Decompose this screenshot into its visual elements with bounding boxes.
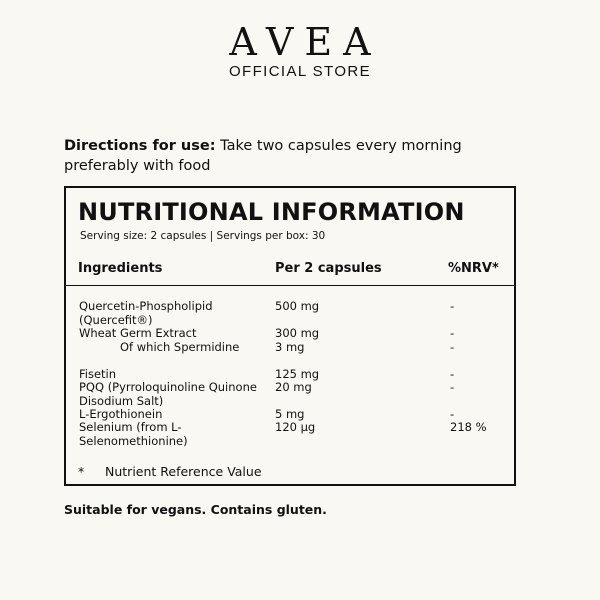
panel-title: NUTRITIONAL INFORMATION [78, 198, 465, 226]
ingredient-name: PQQ (Pyrroloquinoline Quinone Disodium Salt) [79, 380, 257, 408]
ingredient-nrv: 218 % [450, 420, 487, 434]
footnote-text: Nutrient Reference Value [105, 464, 262, 479]
ingredient-nrv: - [450, 367, 455, 381]
ingredient-nrv: - [450, 340, 455, 354]
ingredient-amount: 125 mg [275, 367, 320, 381]
ingredient-amount: 20 mg [275, 380, 312, 394]
ingredient-name: L-Ergothionein [79, 407, 163, 421]
column-header-ingredients: Ingredients [78, 261, 163, 276]
ingredient-nrv: - [450, 326, 455, 340]
dietary-note: Suitable for vegans. Contains gluten. [64, 502, 327, 517]
ingredient-amount: 500 mg [275, 299, 320, 313]
ingredient-nrv: - [450, 380, 455, 394]
ingredient-nrv: - [450, 299, 455, 313]
brand-logo [0, 18, 600, 80]
store-subtitle: OFFICIAL STORE [228, 63, 372, 80]
nutrition-panel [64, 186, 516, 486]
ingredient-name: Wheat Germ Extract [79, 326, 197, 340]
column-header-nrv: %NRV* [448, 261, 499, 276]
ingredient-name: Selenium (from L-Selenomethionine) [79, 420, 188, 448]
ingredient-amount: 5 mg [275, 407, 305, 421]
footnote [78, 464, 262, 479]
ingredient-amount: 3 mg [275, 340, 305, 354]
ingredient-name: Of which Spermidine [120, 340, 240, 354]
header-divider [66, 285, 514, 286]
directions-for-use [64, 136, 534, 176]
brand-name: AVEA [229, 20, 382, 64]
ingredient-amount: 300 mg [275, 326, 320, 340]
directions-text: Take two capsules every morning preferably with food [64, 138, 462, 174]
ingredient-nrv: - [450, 407, 455, 421]
ingredient-name: Fisetin [79, 367, 117, 381]
column-header-amount: Per 2 capsules [275, 261, 382, 276]
directions-label: Directions for use: [64, 138, 216, 154]
serving-info: Serving size: 2 capsules | Servings per box: 30 [80, 230, 326, 242]
footnote-mark: * [78, 464, 85, 479]
ingredient-amount: 120 µg [275, 420, 316, 434]
ingredient-name: Quercetin-Phospholipid (Quercefit®) [79, 299, 213, 327]
